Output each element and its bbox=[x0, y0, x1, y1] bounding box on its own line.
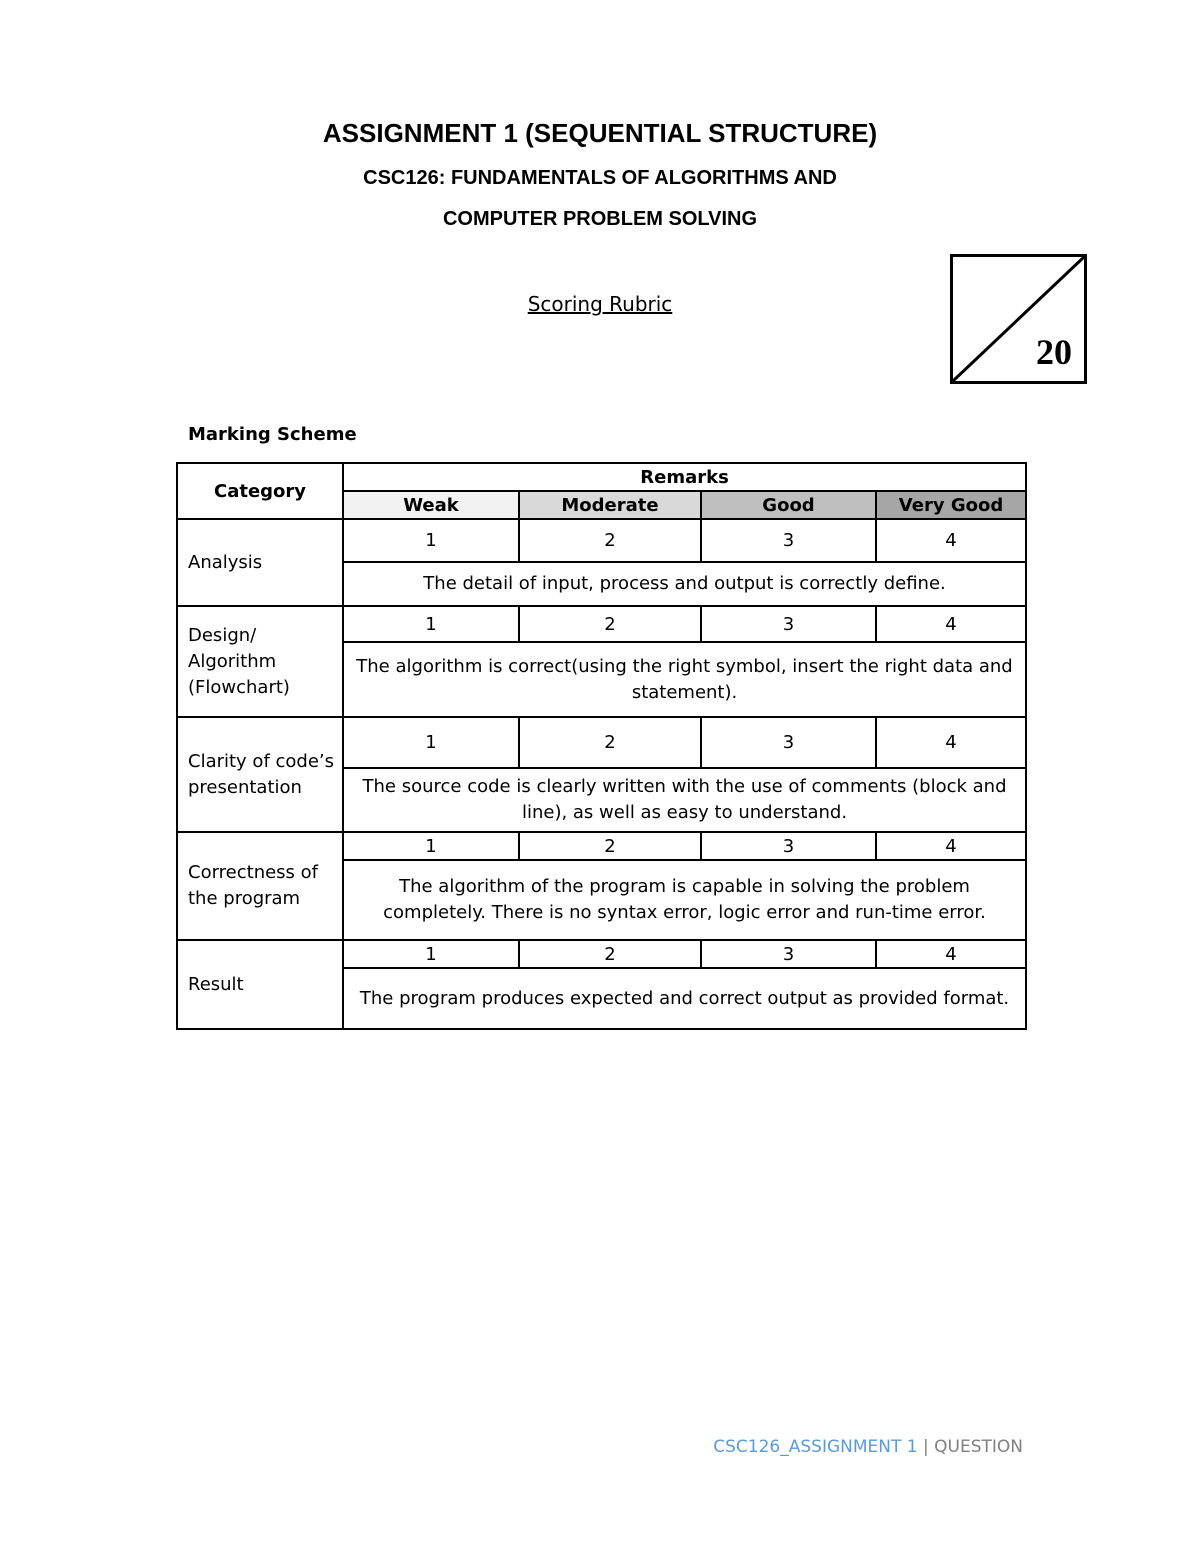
rubric-header-row bbox=[177, 463, 1026, 491]
score-cell-good: 3 bbox=[701, 717, 876, 768]
table-row bbox=[177, 519, 1026, 562]
score-cell-good: 3 bbox=[701, 519, 876, 562]
category-result: Result bbox=[177, 940, 343, 1029]
category-correctness: Correctness of the program bbox=[177, 832, 343, 940]
course-title-line-2: COMPUTER PROBLEM SOLVING bbox=[442, 208, 758, 230]
score-cell-moderate: 2 bbox=[519, 519, 701, 562]
score-cell-moderate: 2 bbox=[519, 717, 701, 768]
score-cell-very-good: 4 bbox=[876, 940, 1026, 968]
score-cell-very-good: 4 bbox=[876, 832, 1026, 860]
course-title-line-1: CSC126: FUNDAMENTALS OF ALGORITHMS AND bbox=[363, 167, 837, 189]
footer-document-code: CSC126_ASSIGNMENT 1 bbox=[713, 1437, 918, 1457]
category-design-algorithm: Design/ Algorithm (Flowchart) bbox=[177, 606, 343, 717]
table-row bbox=[177, 940, 1026, 968]
footer-section: QUESTION bbox=[934, 1437, 1023, 1457]
score-cell-moderate: 2 bbox=[519, 606, 701, 642]
table-row bbox=[177, 832, 1026, 860]
category-header: Category bbox=[177, 463, 343, 519]
category-clarity: Clarity of code’s presentation bbox=[177, 717, 343, 832]
score-cell-weak: 1 bbox=[343, 519, 519, 562]
score-total: 20 bbox=[1036, 332, 1072, 372]
level-very-good: Very Good bbox=[876, 491, 1026, 519]
level-moderate: Moderate bbox=[519, 491, 701, 519]
score-cell-good: 3 bbox=[701, 606, 876, 642]
category-analysis: Analysis bbox=[177, 519, 343, 606]
score-cell-very-good: 4 bbox=[876, 717, 1026, 768]
score-cell-good: 3 bbox=[701, 832, 876, 860]
footer-separator: | bbox=[923, 1437, 929, 1457]
score-cell-moderate: 2 bbox=[519, 940, 701, 968]
criteria-description: The program produces expected and correct output as provided format. bbox=[343, 968, 1026, 1029]
score-cell-weak: 1 bbox=[343, 940, 519, 968]
criteria-description: The algorithm of the program is capable in solving the problem completely. There is no syntax error, logic error and run-time error. bbox=[343, 860, 1026, 940]
score-cell-weak: 1 bbox=[343, 606, 519, 642]
score-cell-moderate: 2 bbox=[519, 832, 701, 860]
scoring-rubric-heading: Scoring Rubric bbox=[527, 292, 673, 316]
criteria-description: The algorithm is correct(using the right symbol, insert the right data and statement). bbox=[343, 642, 1026, 717]
assignment-title: ASSIGNMENT 1 (SEQUENTIAL STRUCTURE) bbox=[322, 118, 878, 148]
page-footer bbox=[713, 1437, 1023, 1457]
score-box bbox=[950, 254, 1087, 384]
score-cell-very-good: 4 bbox=[876, 606, 1026, 642]
table-row bbox=[177, 606, 1026, 642]
level-weak: Weak bbox=[343, 491, 519, 519]
score-cell-very-good: 4 bbox=[876, 519, 1026, 562]
criteria-description: The detail of input, process and output is correctly define. bbox=[343, 562, 1026, 606]
rubric-table bbox=[176, 462, 1027, 1030]
score-cell-good: 3 bbox=[701, 940, 876, 968]
score-cell-weak: 1 bbox=[343, 832, 519, 860]
level-good: Good bbox=[701, 491, 876, 519]
criteria-description: The source code is clearly written with the use of comments (block and line), as well as easy to understand. bbox=[343, 768, 1026, 832]
table-row bbox=[177, 717, 1026, 768]
score-cell-weak: 1 bbox=[343, 717, 519, 768]
marking-scheme-label: Marking Scheme bbox=[188, 424, 357, 445]
remarks-header: Remarks bbox=[343, 463, 1026, 491]
